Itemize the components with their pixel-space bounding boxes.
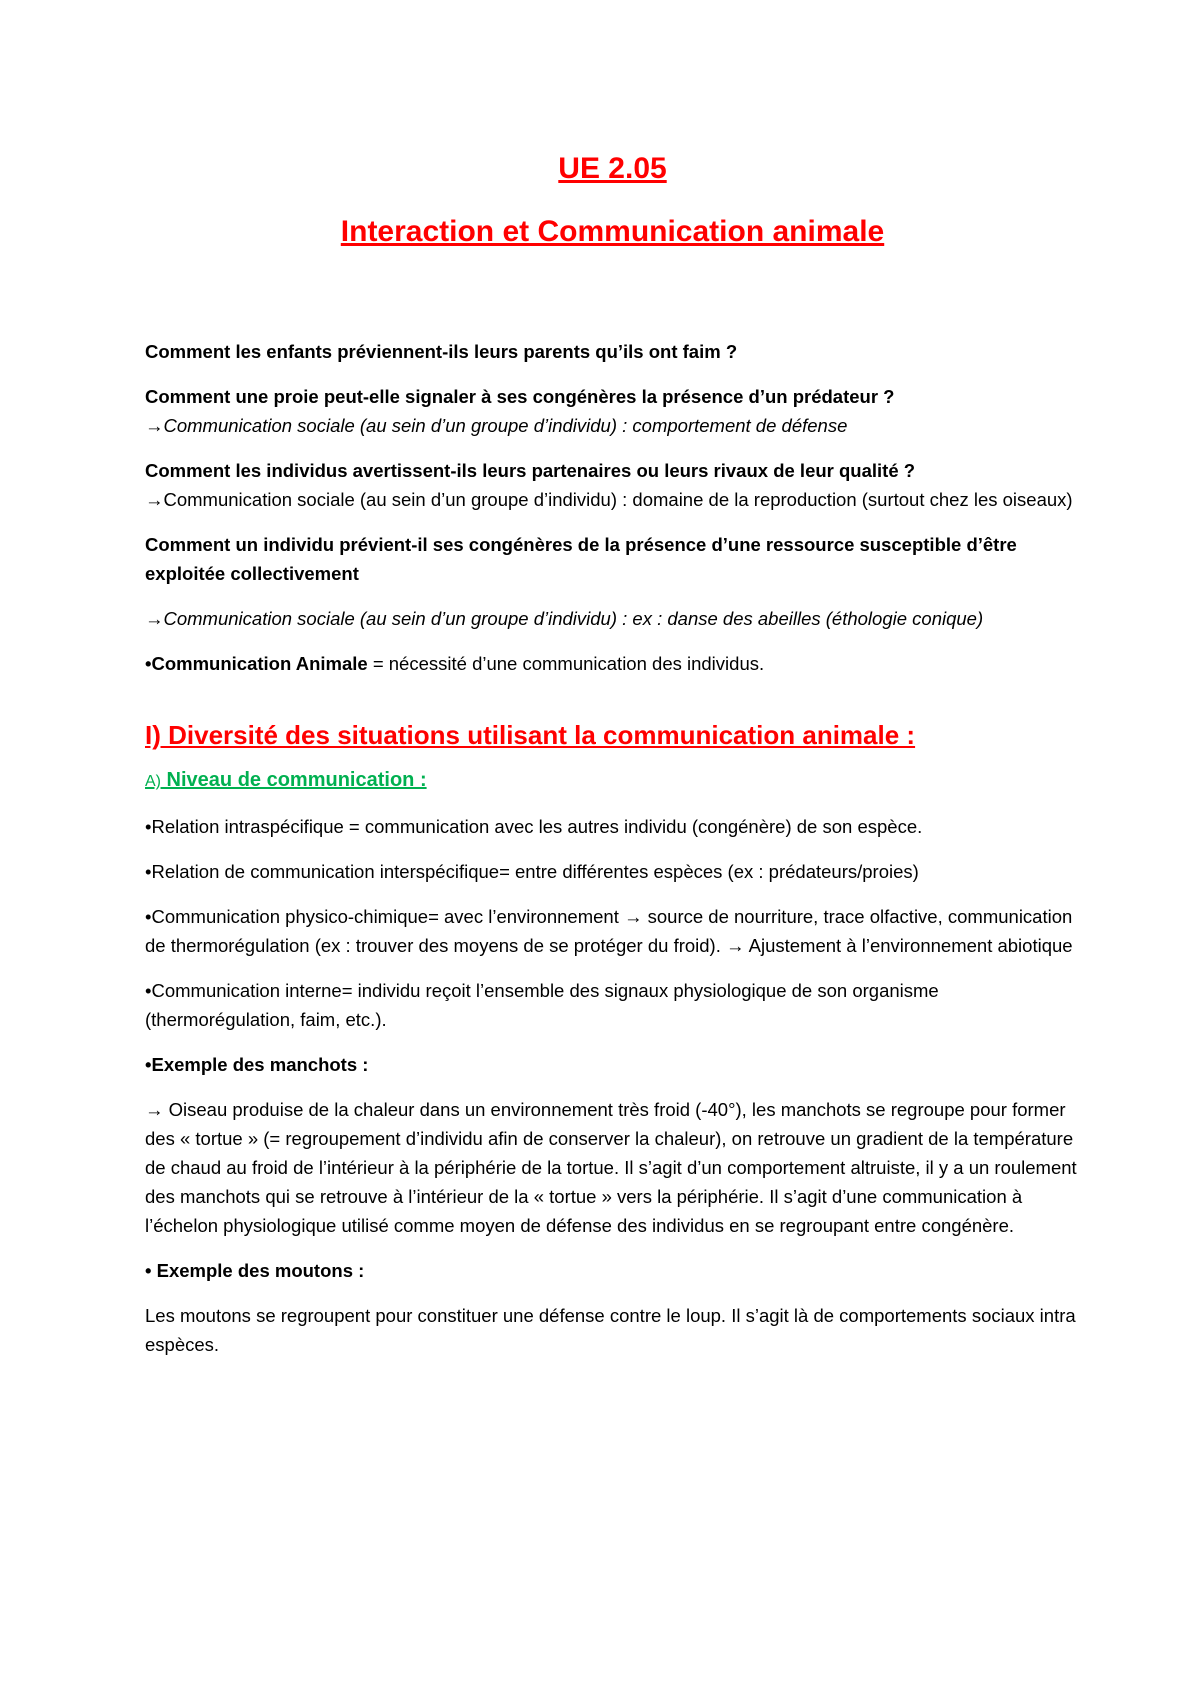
bullet-icon: • (145, 980, 152, 1001)
question-3: Comment les individus avertissent-ils leurs partenaires ou leurs rivaux de leur qualité ? (145, 460, 916, 481)
bullet-icon: • (145, 653, 152, 674)
answer-4: →Communication sociale (au sein d’un groupe d’individu) : ex : danse des abeilles (éthologie conique) (145, 608, 984, 629)
document-title: UE 2.05 (558, 152, 667, 185)
question-block-3 (145, 456, 1080, 514)
arrow-icon: → (145, 1099, 164, 1120)
example-heading: •Exemple des manchots : (145, 1054, 369, 1075)
definition-text: = nécessité d’une communication des individus. (367, 653, 765, 674)
list-item: •Relation de communication interspécifique= entre différentes espèces (ex : prédateurs/proies) (145, 861, 919, 882)
bullet-icon: • (145, 1260, 152, 1281)
arrow-icon: → (145, 489, 164, 510)
arrow-icon: → (623, 906, 643, 927)
arrow-icon: → (145, 415, 164, 436)
answer-3: →Communication sociale (au sein d’un groupe d’individu) : domaine de la reproduction (surtout chez les oiseaux) (145, 489, 1073, 510)
arrow-icon: → (145, 608, 164, 629)
document-subtitle: Interaction et Communication animale (340, 215, 885, 248)
list-item: •Relation intraspécifique = communication avec les autres individu (congénère) de son espèce. (145, 816, 923, 837)
arrow-icon: → (726, 935, 745, 956)
example-text: Les moutons se regroupent pour constituer une défense contre le loup. Il s’agit là de comportements sociaux intra espèces. (145, 1305, 1076, 1355)
example-heading: • Exemple des moutons : (145, 1260, 365, 1281)
question-4: Comment un individu prévient-il ses congénères de la présence d’une ressource susceptible d’être exploitée collectivement (145, 534, 1017, 584)
bullet-icon: • (145, 861, 152, 882)
list-item: •Communication interne= individu reçoit l’ensemble des signaux physiologique de son organisme (thermorégulation, faim, etc.). (145, 980, 939, 1030)
answer-2: →Communication sociale (au sein d’un groupe d’individu) : comportement de défense (145, 415, 848, 436)
document-body (145, 337, 1080, 1375)
bullet-icon: • (145, 816, 152, 837)
bullet-icon: • (145, 906, 152, 927)
example-text: → Oiseau produise de la chaleur dans un environnement très froid (-40°), les manchots se regroupe pour former des « tortue » (= regroupement d’individu afin de conserver la chaleur), on retrouve un gradient de la température de chaud au froid de l’intérieur à la périphérie de la tortue. Il s’agit d’un comportement altruiste, il y a un roulement des manchots qui se retrouve à l’intérieur de la « tortue » vers la périphérie. Il s’agit d’une communication à l’échelon physiologique utilisé comme moyen de défense des individus en se regroupant entre congénère. (145, 1099, 1077, 1236)
question-1: Comment les enfants préviennent-ils leurs parents qu’ils ont faim ? (145, 341, 738, 362)
definition (145, 649, 1080, 678)
definition-term: Communication Animale (151, 653, 368, 674)
list-item: •Communication physico-chimique= avec l’environnement → source de nourriture, trace olfactive, communication de thermorégulation (ex : trouver des moyens de se protéger du froid). → Ajustement à l’environnement abiotique (145, 906, 1073, 956)
section-heading: I) Diversité des situations utilisant la communication animale : (145, 720, 916, 750)
question-2: Comment une proie peut-elle signaler à ses congénères la présence d’un prédateur ? (145, 386, 895, 407)
subsection-heading: A) Niveau de communication : (145, 769, 427, 791)
bullet-icon: • (145, 1054, 152, 1075)
question-block-2 (145, 382, 1080, 440)
